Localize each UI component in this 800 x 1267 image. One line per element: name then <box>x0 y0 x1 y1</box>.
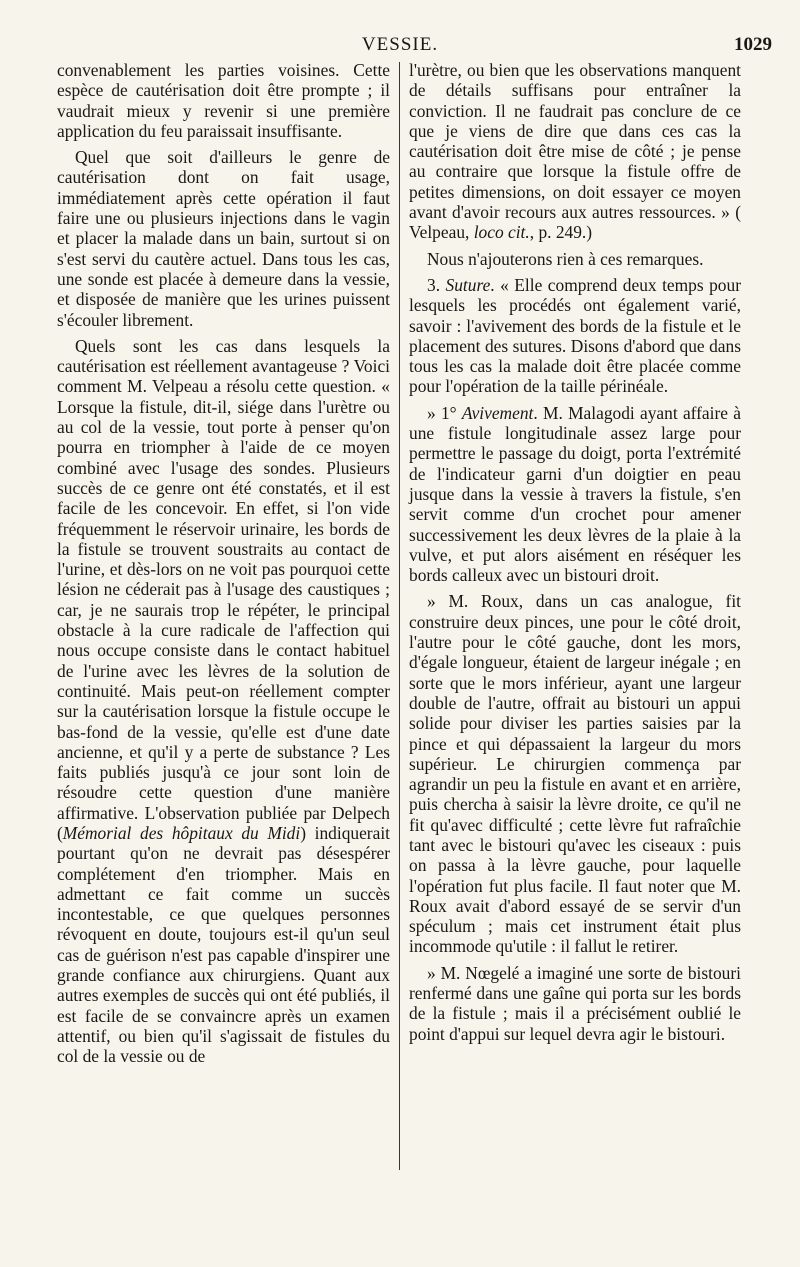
right-paragraph-4 <box>409 403 741 586</box>
subsection-number: » 1° <box>427 402 462 423</box>
left-paragraph-2: Quel que soit d'ailleurs le genre de cautérisation dont on fait usage, immédiatement après cette opération il faut faire une ou plusieurs injections dans le vagin et placer la malade dans un bain, surtout si on s'est servi du cautère actuel. Dans tous les cas, une sonde est placée à demeure dans la vessie, et disposée de manière que les urines puissent s'écouler librement. <box>57 147 390 330</box>
right-paragraph-1-text-b: , p. 249.) <box>529 222 593 243</box>
right-paragraph-1 <box>409 60 741 243</box>
right-paragraph-5: » M. Roux, dans un cas analogue, fit construire deux pinces, une pour le côté droit, l'autre pour le côté gauche, dont les mors, d'égale longueur, étaient de largeur inégale ; en sorte que le mors inférieur, ayant une largeur double de l'autre, offrait au bistouri un appui solide pour diviser les parties saisies par la pince et qui dépassaient la largeur du mors supérieur. Le chirurgien commença par agrandir un peu la fistule en avant et en arrière, puis chercha à saisir la lèvre droite, ce qu'il ne fit qu'avec difficulté ; cette lèvre fut rafraîchie tant avec le bistouri qu'avec les ciseaux : puis on passa à la lèvre gauche, pour laquelle l'opération fut plus facile. Il faut noter que M. Roux avait d'abord essayé de se servir d'un spéculum ; mais cet instrument était plus incommode qu'utile : il fallut le retirer. <box>409 591 741 957</box>
column-divider <box>399 62 400 1170</box>
right-paragraph-4-text: . M. Malagodi ayant affaire à une fistule longitudinale assez large pour permettre le passage du doigt, porta l'extrémité de l'indicateur garni d'un doigtier en peau jusque dans la vessie à travers la fistule, s'en servit comme d'un crochet pour amener successivement les deux lèvres de la plaie à la vulve, et put alors aisément en réséquer les bords calleux avec un bistouri droit. <box>409 402 741 586</box>
citation-title: Mémorial des hôpitaux du Midi <box>62 822 301 843</box>
right-paragraph-1-text-a: l'urètre, ou bien que les observations manquent de détails suffisans pour entraîner la conviction. Il ne faudrait pas conclure de ce que je viens de dire que dans ces cas la cautérisation doit être mise de côté ; je pense au contraire que lorsque la fistule offre de petites dimensions, on doit essayer ce moyen avant d'avoir recours aux autres ressources. » ( Velpeau, <box>409 60 741 243</box>
subsection-heading-avivement: Avivement <box>461 402 534 423</box>
citation-loco-cit: loco cit. <box>473 222 530 243</box>
left-paragraph-3 <box>57 336 390 1067</box>
right-paragraph-3 <box>409 275 741 397</box>
right-paragraph-2: Nous n'ajouterons rien à ces remarques. <box>427 248 704 269</box>
right-paragraph-3-text: . « Elle comprend deux temps pour lesquels les procédés ont également varié, savoir : l'avivement des bords de la fistule et le placement des sutures. Disons d'abord que dans tous les cas la malade doit être placée comme pour l'opération de la taille périnéale. <box>409 274 741 397</box>
section-number: 3. <box>427 274 446 295</box>
running-head-title: VESSIE. <box>361 34 439 55</box>
left-column <box>57 60 390 1067</box>
left-paragraph-3-text-a: Quels sont les cas dans lesquels la cautérisation est réellement avantageuse ? Voici comment M. Velpeau a résolu cette question. « Lorsque la fistule, dit-il, siége dans l'urètre ou au col de la vessie, tout porte à penser qu'on pourra en triompher à l'aide de ce moyen combiné avec l'usage des sondes. Plusieurs succès de ce genre ont été constatés, et il est facile de les concevoir. En effet, si l'on vide fréquemment le réservoir urinaire, les bords de la fistule se trouvent soustraits au contact de l'urine, et dès-lors on ne voit pas pourquoi cette lésion ne céderait pas à l'usage des caustiques ; car, je ne saurais trop le répéter, le principal obstacle à la cure radicale de l'affection qui nous occupe consiste dans le contact habituel de l'urine avec les lèvres de la solution de continuité. Mais peut-on réellement compter sur la cautérisation lorsque la fistule occupe le bas-fond de la vessie, qu'elle est d'une date ancienne, et qu'il y a perte de substance ? Les faits publiés jusqu'à ce jour sont loin de résoudre cette question d'une manière affirmative. L'observation publiée par Delpech ( <box>57 335 390 843</box>
left-paragraph-1: convenablement les parties voisines. Cette espèce de cautérisation doit être prompte ; il vaudrait mieux y revenir si une première application du feu paraissait insuffisante. <box>57 60 390 141</box>
right-paragraph-6: » M. Nœgelé a imaginé une sorte de bistouri renfermé dans une gaîne qui porta sur les bords de la fistule ; mais il a précisément oublié le point d'appui sur lequel devra agir le bistouri. <box>409 962 741 1044</box>
section-heading-suture: Suture <box>445 274 491 295</box>
page-number: 1029 <box>734 34 772 55</box>
right-column <box>409 60 741 1044</box>
left-paragraph-3-text-b: ) indiquerait pourtant qu'on ne devrait pas désespérer complétement d'en triompher. Mais en admettant ce fait comme un succès incontestable, ce que quelques personnes révoquent en doute, toujours est-il qu'un seul cas de guérison n'est pas capable d'inspirer une grande confiance aux chirurgiens. Quant aux autres exemples de succès qui ont été publiés, il est facile de se convaincre après un examen attentif, ou bien qu'il s'agissait de fistules du col de la vessie ou de <box>57 822 390 1067</box>
